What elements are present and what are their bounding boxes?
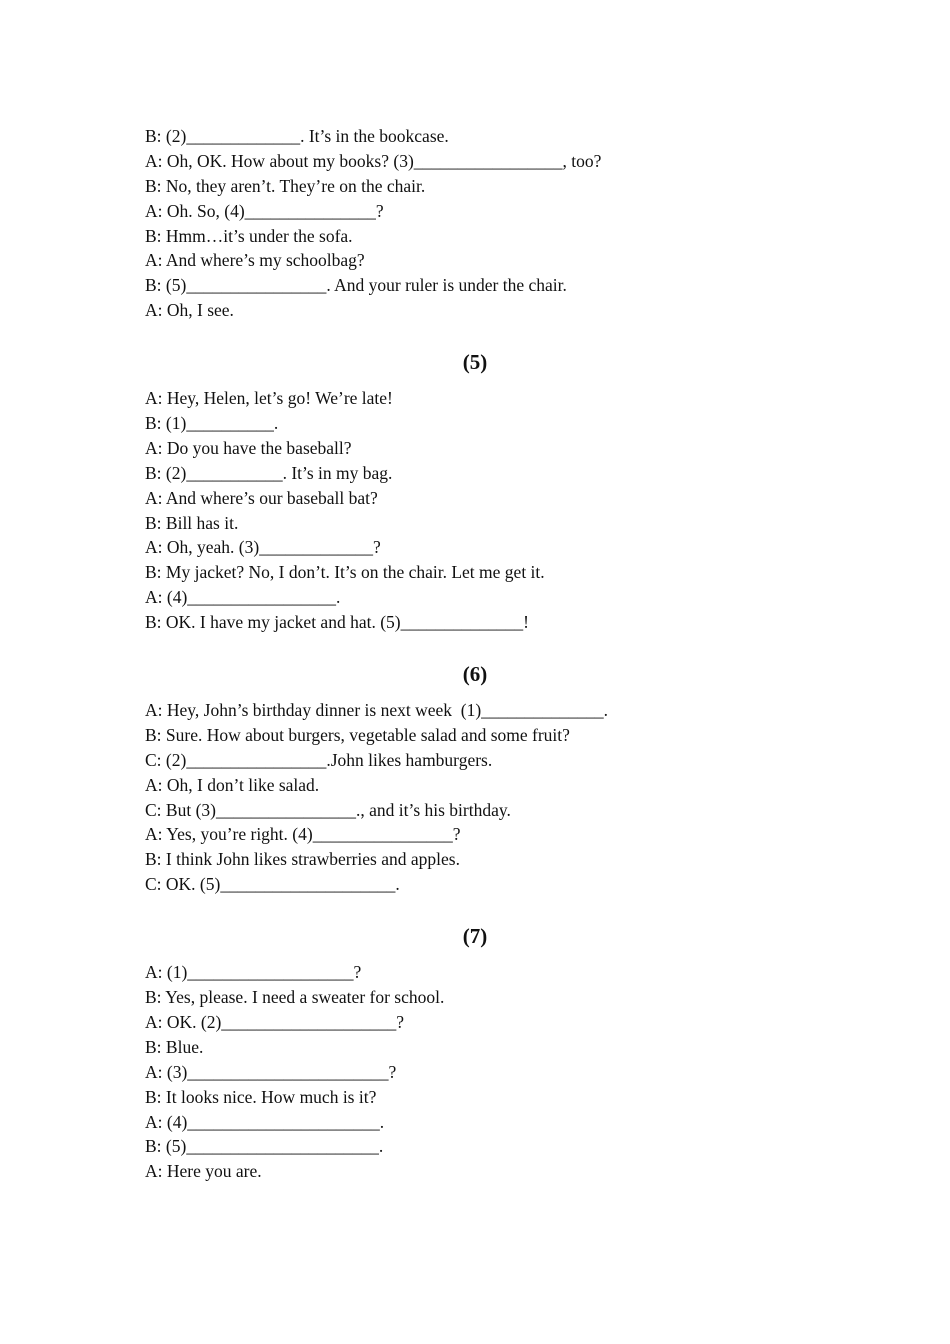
dialogue-line: A: Oh. So, (4)_______________? bbox=[145, 200, 384, 221]
section-7 bbox=[145, 924, 805, 1184]
dialogue-line: B: No, they aren’t. They’re on the chair. bbox=[145, 175, 426, 196]
dialogue-line: B: (1)__________. bbox=[145, 413, 279, 434]
dialogue-line: A: Oh, I see. bbox=[145, 300, 234, 321]
dialogue-line: C: But (3)________________., and it’s his birthday. bbox=[145, 799, 511, 820]
spacer bbox=[145, 635, 805, 662]
dialogue-line: A: (4)_________________. bbox=[145, 587, 341, 608]
dialogue-line: A: (3)_______________________? bbox=[145, 1061, 397, 1082]
dialogue-line: C: OK. (5)____________________. bbox=[145, 874, 400, 895]
dialogue-line: A: Oh, I don’t like salad. bbox=[145, 774, 320, 795]
dialogue-line: A: (1)___________________? bbox=[145, 962, 362, 983]
dialogue-line: A: (4)______________________. bbox=[145, 1111, 385, 1132]
worksheet-page bbox=[145, 124, 805, 1184]
spacer bbox=[145, 897, 805, 924]
dialogue-line: B: Bill has it. bbox=[145, 512, 239, 533]
dialogue-line: A: Here you are. bbox=[145, 1161, 262, 1182]
dialogue-line: C: (2)________________.John likes hamburgers. bbox=[145, 749, 493, 770]
dialogue-line: A: Hey, Helen, let’s go! We’re late! bbox=[145, 388, 393, 409]
dialogue-line: B: (5)______________________. bbox=[145, 1136, 384, 1157]
section-heading: (7) bbox=[462, 924, 488, 949]
dialogue-line: B: Yes, please. I need a sweater for school. bbox=[145, 987, 445, 1008]
dialogue-line: A: And where’s our baseball bat? bbox=[145, 487, 378, 508]
dialogue-line: A: Do you have the baseball? bbox=[145, 437, 352, 458]
dialogue-line: B: (2)___________. It’s in my bag. bbox=[145, 462, 393, 483]
dialogue-line: A: OK. (2)____________________? bbox=[145, 1011, 405, 1032]
dialogue-line: B: I think John likes strawberries and apples. bbox=[145, 849, 460, 870]
dialogue-line: A: Hey, John’s birthday dinner is next week (1)______________. bbox=[145, 700, 609, 721]
dialogue-line: A: Yes, you’re right. (4)________________? bbox=[145, 824, 461, 845]
dialogue-line: B: Hmm…it’s under the sofa. bbox=[145, 225, 353, 246]
spacer bbox=[145, 323, 805, 350]
dialogue-line: B: It looks nice. How much is it? bbox=[145, 1086, 377, 1107]
section-6 bbox=[145, 662, 805, 897]
dialogue-line: B: OK. I have my jacket and hat. (5)______________! bbox=[145, 612, 529, 633]
dialogue-line: B: (5)________________. And your ruler is under the chair. bbox=[145, 275, 567, 296]
dialogue-line: B: My jacket? No, I don’t. It’s on the chair. Let me get it. bbox=[145, 562, 545, 583]
section-heading: (5) bbox=[462, 350, 488, 375]
dialogue-line: A: Oh, OK. How about my books? (3)_________________, too? bbox=[145, 150, 602, 171]
dialogue-line: B: (2)_____________. It’s in the bookcase. bbox=[145, 126, 449, 146]
dialogue-line: A: And where’s my schoolbag? bbox=[145, 250, 365, 271]
dialogue-line: B: Blue. bbox=[145, 1036, 204, 1057]
section-5 bbox=[145, 350, 805, 635]
section-4-continuation bbox=[145, 124, 805, 323]
dialogue-line: B: Sure. How about burgers, vegetable salad and some fruit? bbox=[145, 724, 570, 745]
dialogue-line: A: Oh, yeah. (3)_____________? bbox=[145, 537, 381, 558]
section-heading: (6) bbox=[462, 662, 488, 687]
